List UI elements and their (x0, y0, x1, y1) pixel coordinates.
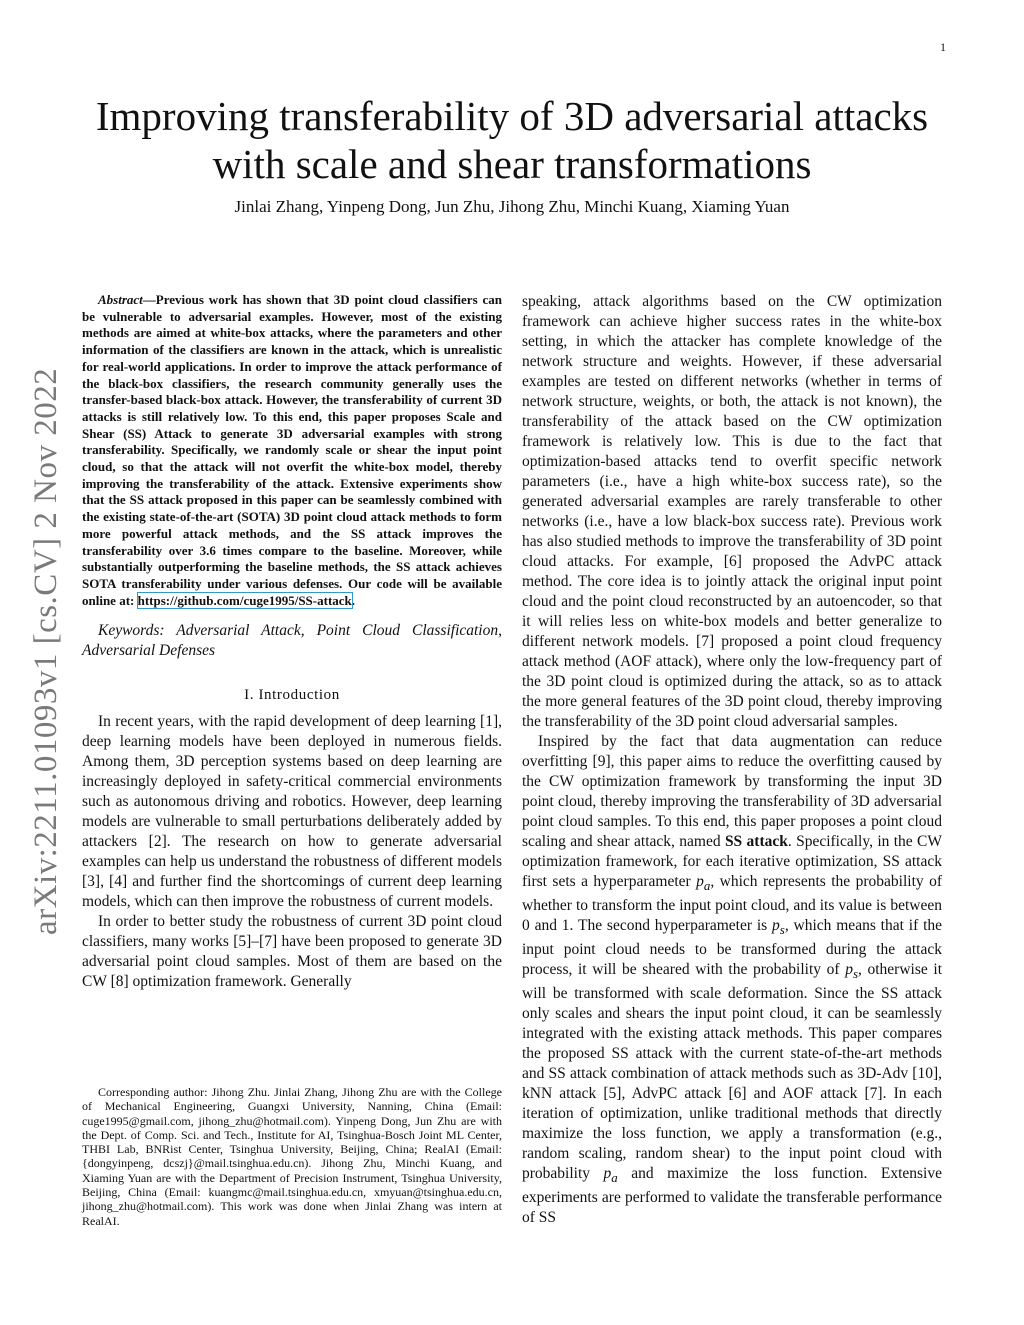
right-paragraph-1: speaking, attack algorithms based on the CW optimization framework can achieve higher success rates in the white-box setting, in which the attacker has complete knowledge of the network structure and weights. However, if these adversarial examples are tested on different networks (whether in terms of network structure, weights, or both, the attack is not known), the transferability of the attack based on the CW optimization framework is relatively low. This is due to the fact that optimization-based attacks tend to overfit specific network parameters (i.e., have a high white-box success rate), so the generated adversarial examples are rarely transferable to other networks (i.e., have a low black-box success rate). Previous work has also studied methods to improve the transferability of 3D point cloud attacks. For example, [6] proposed the AdvPC attack method. The core idea is to jointly attack the original input point cloud and the point cloud reconstructed by an autoencoder, so that it will relies less on white-box models and better generalize to different network models. [7] proposed a point cloud frequency attack method (AOF attack), where only the low-frequency part of the 3D point cloud is optimized during the attack, so as to attack the more general features of the 3D point cloud, thereby improving the transferability of the 3D point cloud adversarial samples. (522, 293, 942, 730)
arxiv-identifier: arXiv:2211.01093v1 [cs.CV] 2 Nov 2022 (28, 367, 64, 935)
symbol-ps-2-base: p (845, 961, 853, 979)
abstract-label: Abstract (98, 292, 143, 307)
author-footnote: Corresponding author: Jihong Zhu. Jinlai Zhang, Jihong Zhu are with the College of Mechanical Engineering, Guangxi University, Nanning, China (Email: cuge1995@gmail.com, jihong_zhu@hotmail.com). Yinpeng Dong, Jun Zhu are with the Dept. of Comp. Sci. and Tech., Institute for AI, Tsinghua-Bosch Joint ML Center, THBI Lab, BNRist Center, Tsinghua University, Beijing, China; RealAI (Email: {dongyinpeng, dcszj}@mail.tsinghua.edu.cn). Jihong Zhu, Minchi Kuang, and Xiaming Yuan are with the Department of Precision Instrument, Tsinghua University, Beijing, China (Email: kuangmc@mail.tsinghua.edu.cn, xmyuan@tsinghua.edu.cn, jihong_zhu@hotmail.com). This work was done when Jinlai Zhang was intern at RealAI. (82, 1085, 502, 1228)
p2-text-f: and maximize the loss function. Extensive experiments are performed to validate the transferable performance of SS (522, 1165, 942, 1227)
p2-text-e: , otherwise it will be transformed with scale deformation. Since the SS attack only scales and shears the input point cloud, it can be seamlessly integrated with the existing attack methods. This paper compares the proposed SS attack with the current state-of-the-art methods and SS attack combination of attack methods such as 3D-Adv [10], kNN attack [5], AdvPC attack [6] and AOF attack [7]. In each iteration of optimization, unlike traditional methods that directly maximize the loss function, we apply a transformation (e.g., random scaling, random shear) to the input point cloud with probability (522, 961, 943, 1183)
intro-paragraph-2: In order to better study the robustness of current 3D point cloud classifiers, many works [5]–[7] have been proposed to generate 3D adversarial point cloud samples. Most of them are based on the CW [8] optimization framework. Generally (82, 913, 502, 991)
abstract (82, 292, 502, 609)
left-column (82, 292, 502, 992)
symbol-pa-2 (603, 1165, 618, 1186)
symbol-ps (772, 917, 785, 938)
symbol-pa-2-base: p (603, 1165, 612, 1183)
right-paragraph-2 (522, 732, 942, 1228)
symbol-ps-2 (845, 961, 858, 982)
p2-text-c: , which represents the probability of whether to transform the input point cloud, and its value is between 0 and 1. The second hyperparameter is (522, 873, 943, 935)
symbol-ps-sub: s (779, 922, 785, 938)
keywords: Keywords: Adversarial Attack, Point Cloud Classification, Adversarial Defenses (82, 622, 502, 660)
intro-paragraph-1: In recent years, with the rapid development of deep learning [1], deep learning models have been deployed in numerous fields. Among them, 3D perception systems based on deep learning are increasingly deployed in safety-critical commercial environments such as autonomous driving and robotics. However, deep learning models are vulnerable to small perturbations deliberately added by attackers [2]. The research on how to generate adversarial examples can help us understand the robustness of different models [3], [4] and further find the shortcomings of current deep learning models, which can then improve the robustness of current models. (82, 713, 502, 911)
code-link[interactable]: https://github.com/cuge1995/SS-attack (137, 592, 352, 608)
title-line-2: with scale and shear transformations (212, 141, 812, 187)
symbol-pa (696, 873, 711, 894)
section-heading-introduction: I. Introduction (244, 687, 340, 704)
page-number: 1 (940, 40, 946, 54)
symbol-pa-sub: a (703, 878, 711, 894)
title-line-1: Improving transferability of 3D adversarial attacks (95, 93, 929, 139)
abstract-end: . (351, 592, 356, 608)
author-list: Jinlai Zhang, Yinpeng Dong, Jun Zhu, Jihong Zhu, Minchi Kuang, Xiaming Yuan (234, 197, 790, 216)
ss-attack-term: SS attack (724, 833, 788, 850)
symbol-pa-2-sub: a (611, 1170, 618, 1186)
p2-text-a: Inspired by the fact that data augmentation can reduce overfitting [9], this paper aims to reduce the overfitting caused by the CW optimization framework by transforming the input 3D point cloud, thereby improving the transferability of 3D adversarial point cloud samples. To this end, this paper proposes a point cloud scaling and shear attack, named (522, 733, 942, 850)
paper-title (60, 92, 964, 188)
symbol-pa-base: p (696, 873, 704, 890)
symbol-ps-2-sub: s (852, 966, 858, 982)
p2-text-d: , which means that if the input point cloud needs to be transformed during the attack process, it will be sheared with the probability of (522, 917, 943, 979)
right-column (522, 292, 942, 1228)
p2-text-b: . Specifically, in the CW optimization framework, for each iterative optimization, SS attack first sets a hyperparameter (522, 833, 942, 890)
abstract-body: —Previous work has shown that 3D point cloud classifiers can be vulnerable to adversarial examples. However, most of the existing methods are aimed at white-box attacks, where the parameters and other information of the classifiers are known in the attack, which is unrealistic for real-world applications. In order to improve the attack performance of the black-box classifiers, the research community generally uses the transfer-based black-box attack. However, the transferability of current 3D attacks is still relatively low. To this end, this paper proposes Scale and Shear (SS) Attack to generate 3D adversarial examples with strong transferability. Specifically, we randomly scale or shear the input point cloud, so that the attack will not overfit the white-box model, thereby improving the transferability of the attack. Extensive experiments show that the SS attack proposed in this paper can be seamlessly combined with the existing state-of-the-art (SOTA) 3D point cloud attack methods to form more powerful attack methods, and the SS attack improves the transferability over 3.6 times compare to the baseline. Moreover, while substantially outperforming the baseline methods, the SS attack achieves SOTA transferability under various defenses. Our code will be available online at: (82, 292, 502, 608)
symbol-ps-base: p (772, 917, 780, 935)
